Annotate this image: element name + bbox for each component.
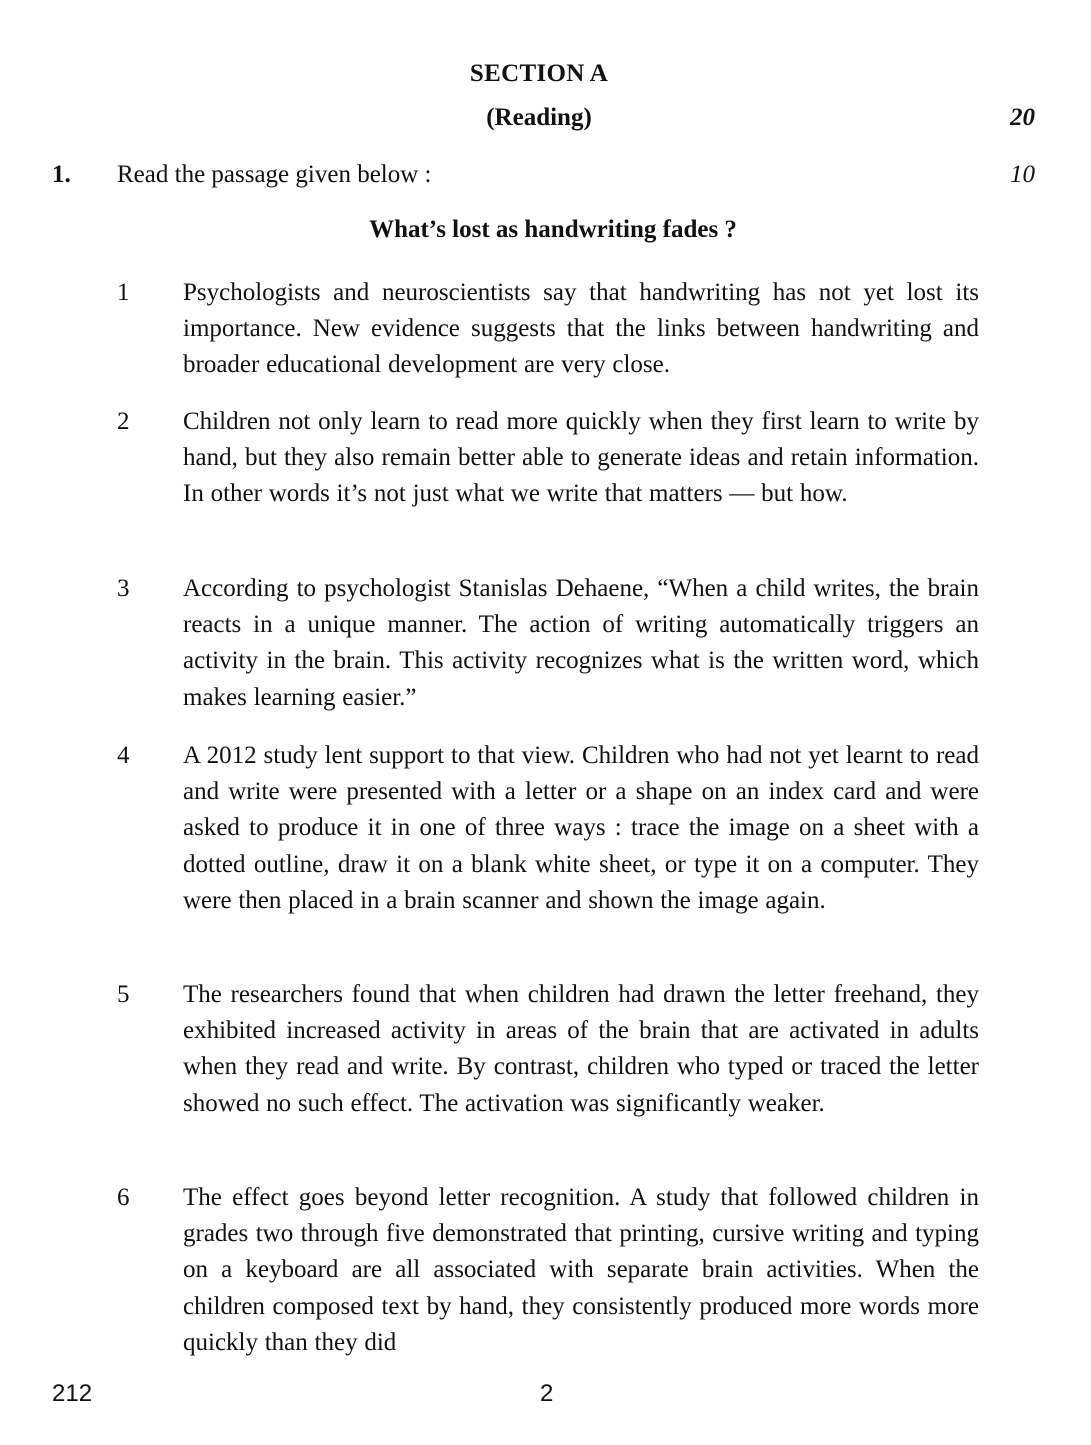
paragraph-text: According to psychologist Stanislas Dehaene, “When a child writes, the brain reacts in a unique manner. The action of writing automatically triggers an activity in the brain. This activity recognizes what is the written word, which makes learning easier.” (183, 575, 979, 711)
question-marks: 10 (1010, 161, 1035, 188)
paragraph-number: 4 (117, 742, 130, 769)
paper-code: 212 (52, 1380, 93, 1407)
section-total-marks: 20 (1010, 104, 1035, 131)
question-number: 1. (52, 161, 71, 188)
page-number: 2 (540, 1380, 554, 1407)
paragraph-text: Children not only learn to read more quickly when they first learn to write by hand, but they also remain better able to generate ideas and retain information. In other words it’s not just what we write that matters — but how. (183, 408, 979, 508)
paragraph-text: Psychologists and neuroscientists say that handwriting has not yet lost its importance. New evidence suggests that the links between handwriting and broader educational development are very close. (183, 279, 979, 379)
paragraph-number: 3 (117, 575, 130, 602)
paragraph-number: 2 (117, 408, 130, 435)
paragraph-text: The effect goes beyond letter recognition. A study that followed children in grades two through five demonstrated that printing, cursive writing and typing on a keyboard are all associated with separate brain activities. When the children composed text by hand, they consistently produced more words more quickly than they did (183, 1184, 979, 1356)
paragraph-text: The researchers found that when children had drawn the letter freehand, they exhibited increased activity in areas of the brain that are activated in adults when they read and write. By contrast, children who typed or traced the letter showed no such effect. The activation was significantly weaker. (183, 981, 979, 1117)
passage-title: What’s lost as handwriting fades ? (369, 216, 737, 243)
section-title: SECTION A (469, 60, 609, 87)
question-instruction: Read the passage given below : (117, 161, 432, 188)
paragraph-number: 6 (117, 1184, 130, 1211)
section-subtitle: (Reading) (486, 104, 592, 131)
paragraph-number: 5 (117, 981, 130, 1008)
paragraph-text: A 2012 study lent support to that view. Children who had not yet learnt to read and write were presented with a letter or a shape on an index card and were asked to produce it in one of three ways : trace the image on a sheet with a dotted outline, draw it on a blank white sheet, or type it on a computer. They were then placed in a brain scanner and shown the image again. (183, 742, 979, 914)
paragraph-number: 1 (117, 279, 130, 306)
